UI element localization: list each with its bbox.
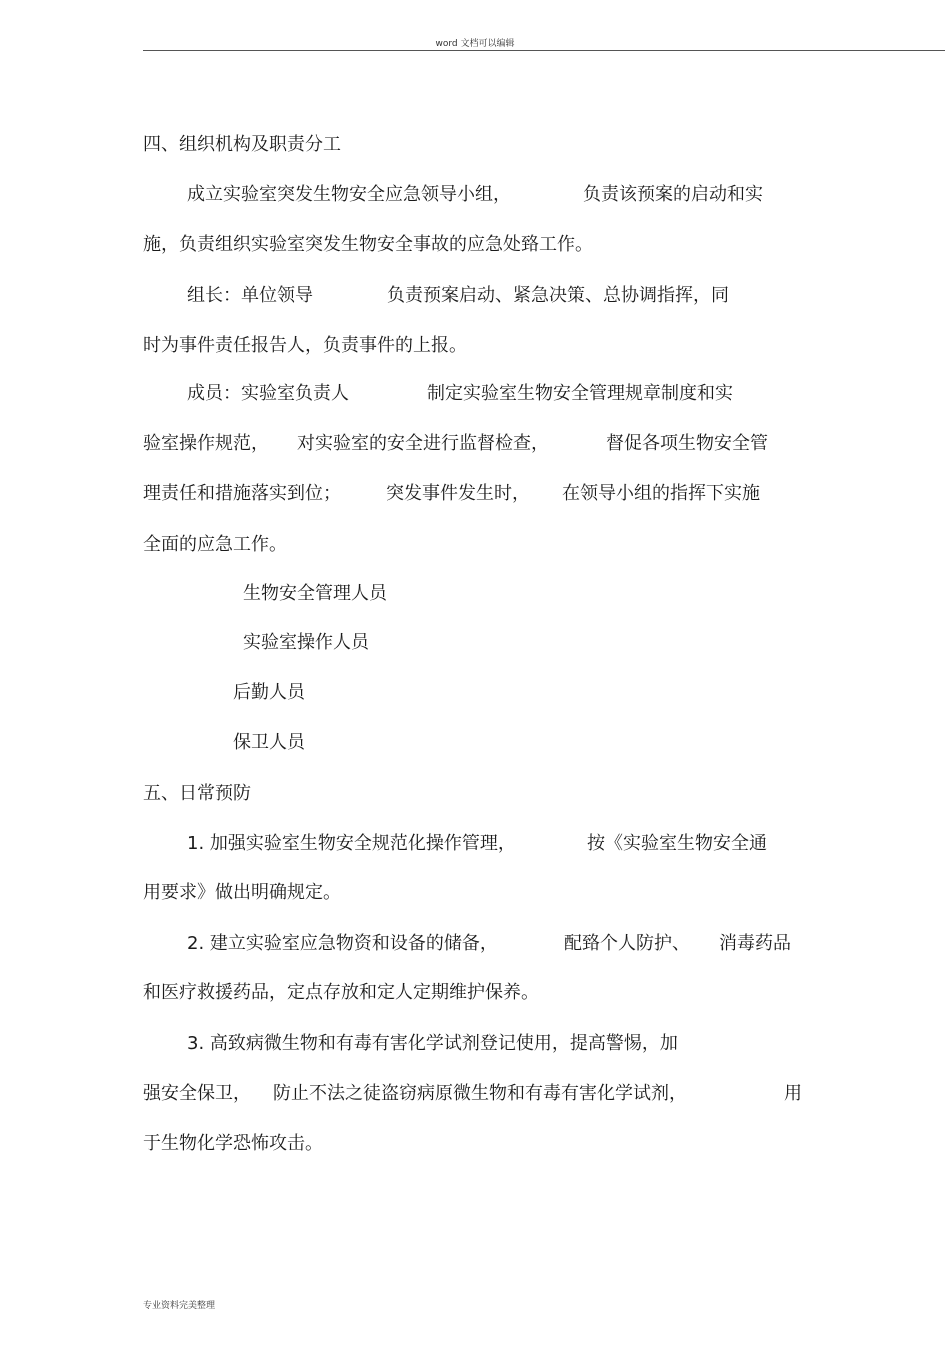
text-segment: 理责任和措施落实到位； bbox=[143, 483, 341, 504]
page-footer-text: 专业资料完美整理 bbox=[143, 1301, 216, 1311]
text-segment: 后勤人员 bbox=[233, 682, 305, 703]
text-segment: 制定实验室生物安全管理规章制度和实 bbox=[427, 383, 733, 404]
header-rule bbox=[143, 50, 945, 51]
text-segment: 组长：单位领导 bbox=[187, 285, 313, 306]
text-segment: 于生物化学恐怖攻击。 bbox=[143, 1133, 323, 1154]
text-segment: 3. 高致病微生物和有毒有害化学试剂登记使用，提高警惕，加 bbox=[187, 1033, 678, 1054]
text-segment: 对实验室的安全进行监督检查， bbox=[297, 433, 549, 454]
text-segment: 施，负责组织实验室突发生物安全事故的应急处臵工作。 bbox=[143, 234, 593, 255]
text-segment: 验室操作规范， bbox=[143, 433, 269, 454]
text-segment: 和医疗救援药品，定点存放和定人定期维护保养。 bbox=[143, 982, 539, 1003]
text-segment: 按《实验室生物安全通 bbox=[587, 833, 767, 854]
text-segment: 负责预案启动、紧急决策、总协调指挥，同 bbox=[387, 285, 729, 306]
page-header-text: word 文档可以编辑 bbox=[435, 39, 515, 49]
text-segment: 负责该预案的启动和实 bbox=[583, 184, 763, 205]
text-segment: 四、组织机构及职责分工 bbox=[143, 134, 341, 155]
text-segment: 生物安全管理人员 bbox=[243, 583, 387, 604]
text-segment: 实验室操作人员 bbox=[243, 632, 369, 653]
text-segment: 督促各项生物安全管 bbox=[606, 433, 768, 454]
text-segment: 2. 建立实验室应急物资和设备的储备， bbox=[187, 933, 498, 954]
text-segment: 时为事件责任报告人，负责事件的上报。 bbox=[143, 335, 467, 356]
text-segment: 强安全保卫， bbox=[143, 1083, 251, 1104]
text-segment: 五、日常预防 bbox=[143, 783, 251, 804]
text-segment: 1. 加强实验室生物安全规范化操作管理， bbox=[187, 833, 516, 854]
text-segment: 用 bbox=[784, 1083, 802, 1104]
text-segment: 在领导小组的指挥下实施 bbox=[562, 483, 760, 504]
text-segment: 全面的应急工作。 bbox=[143, 534, 287, 555]
text-segment: 防止不法之徒盗窃病原微生物和有毒有害化学试剂， bbox=[273, 1083, 687, 1104]
text-segment: 消毒药品 bbox=[719, 933, 791, 954]
text-segment: 突发事件发生时， bbox=[386, 483, 530, 504]
text-segment: 配臵个人防护、 bbox=[564, 933, 690, 954]
text-segment: 成立实验室突发生物安全应急领导小组， bbox=[187, 184, 511, 205]
text-segment: 保卫人员 bbox=[233, 732, 305, 753]
text-segment: 用要求》做出明确规定。 bbox=[143, 882, 341, 903]
text-segment: 成员：实验室负责人 bbox=[187, 383, 349, 404]
